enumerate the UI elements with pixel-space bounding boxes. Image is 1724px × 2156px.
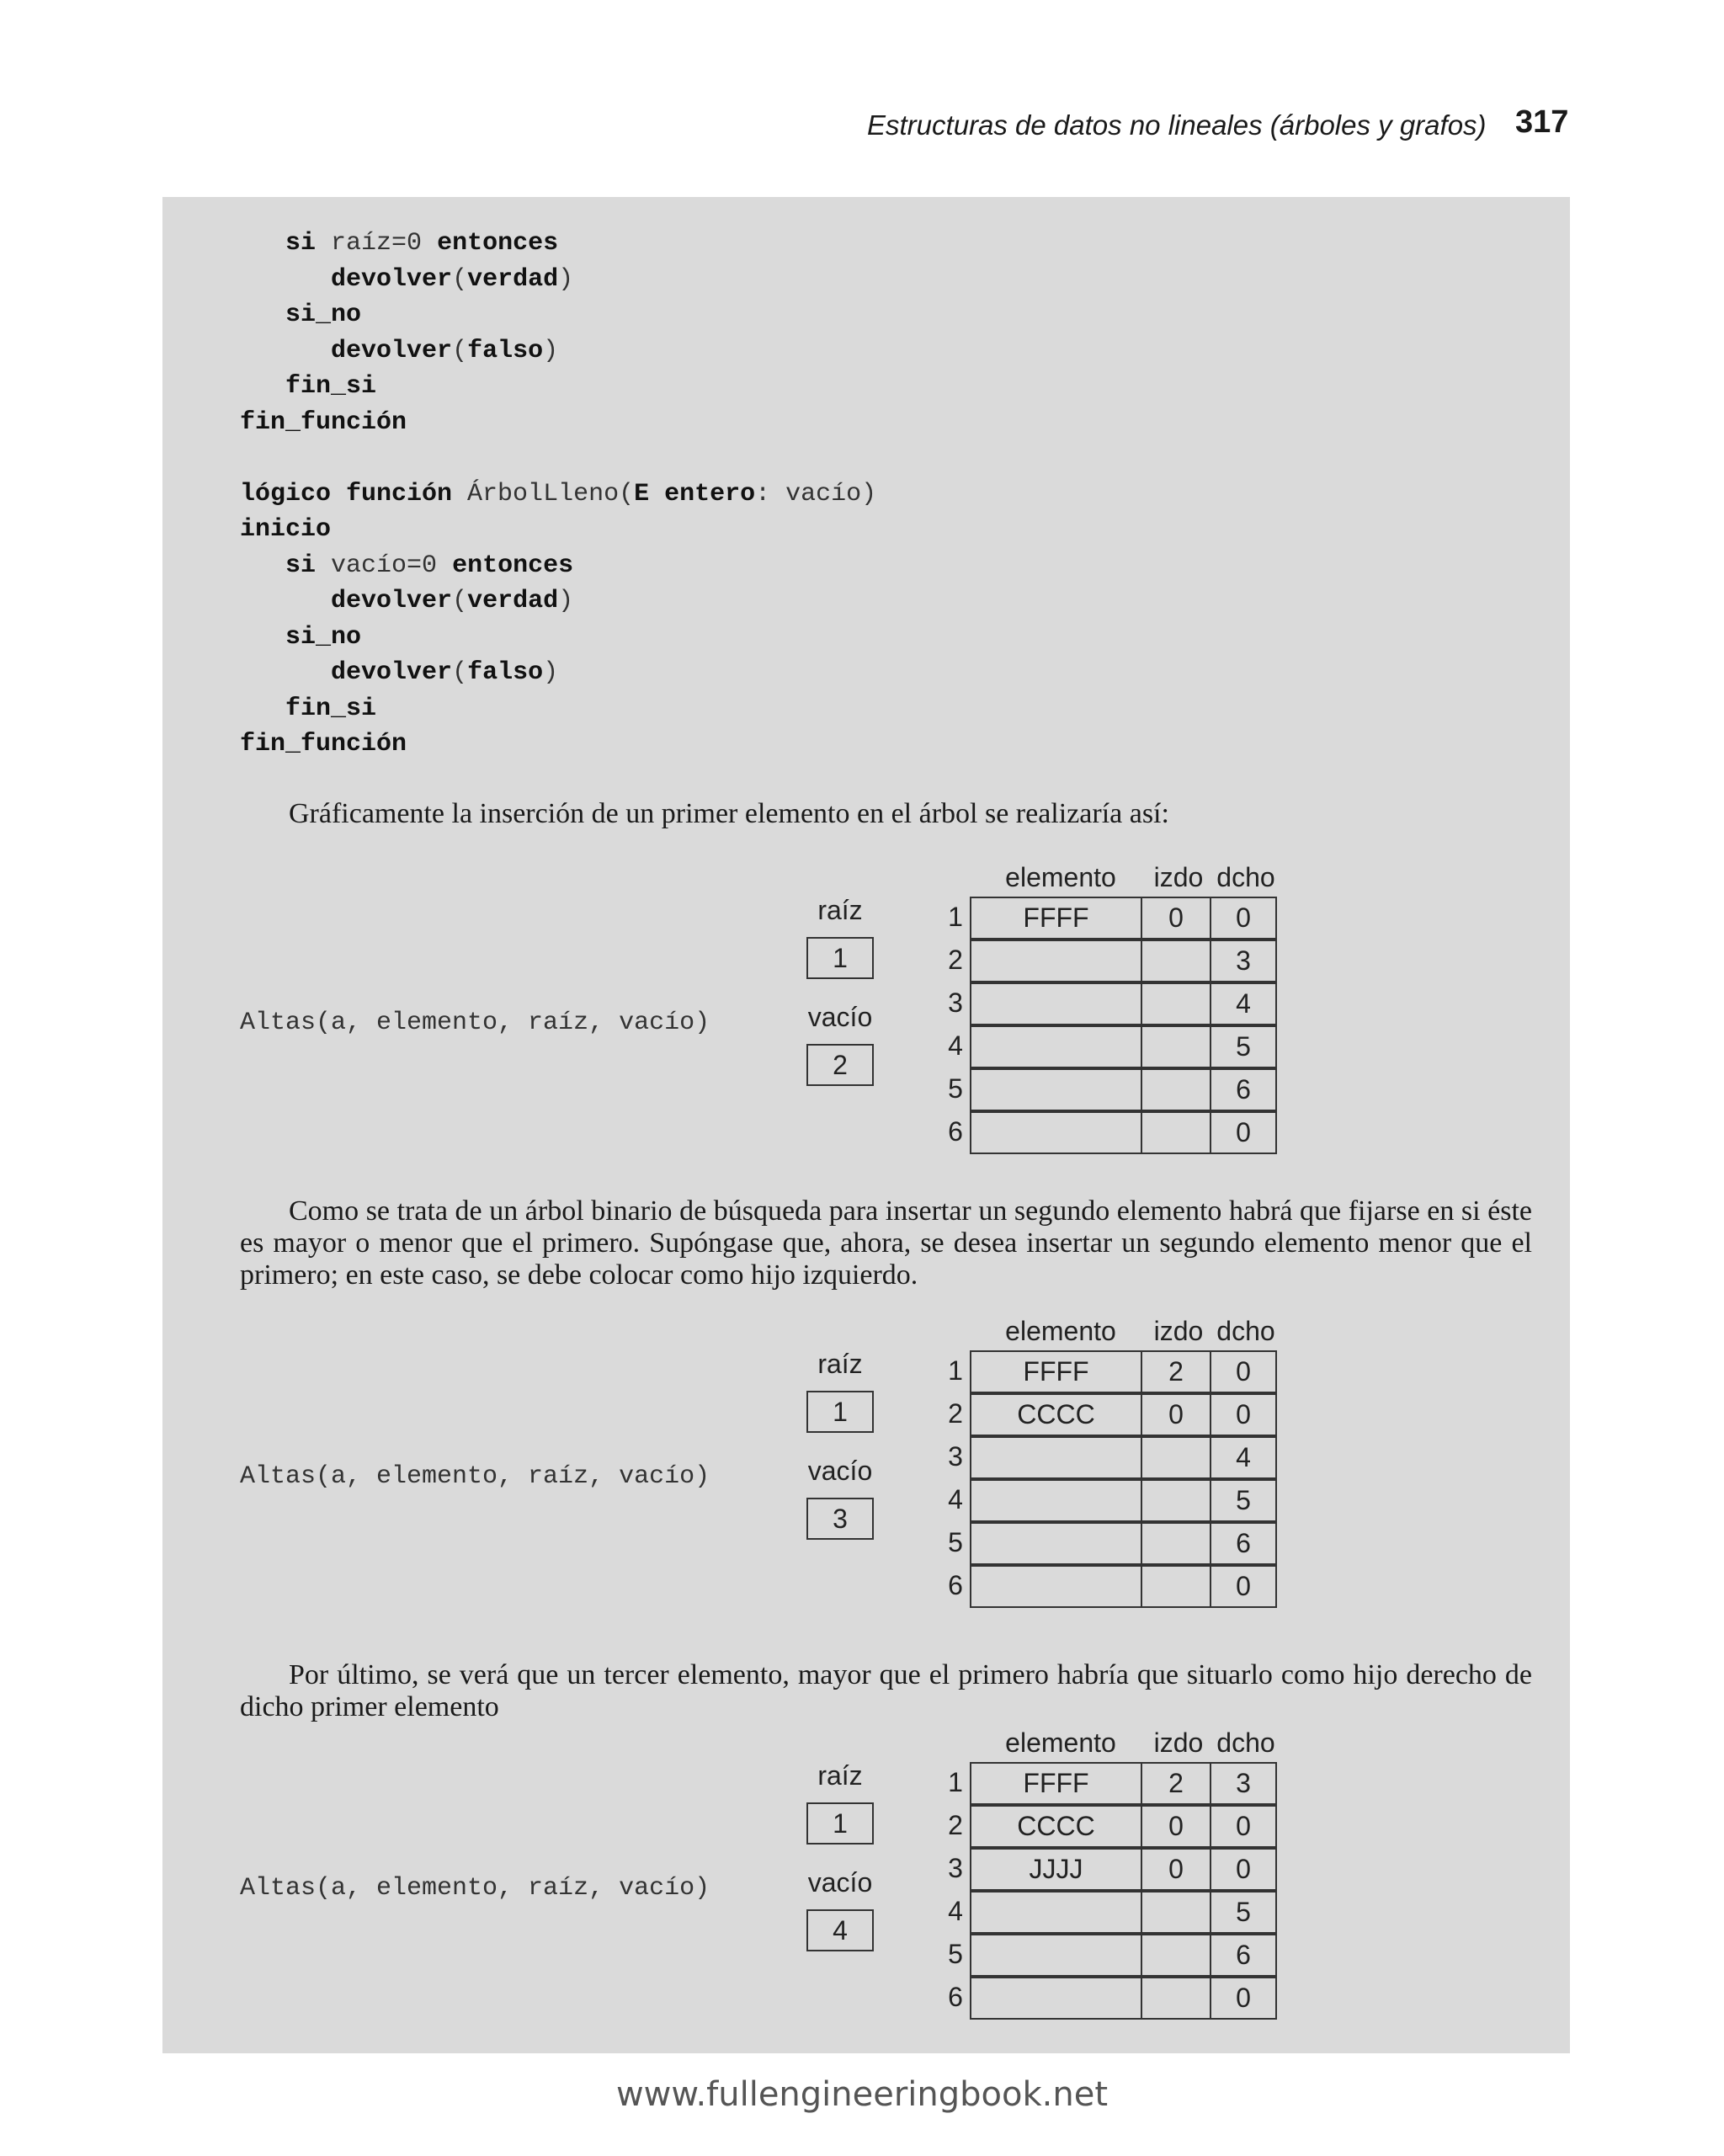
row-number: 6 — [948, 1570, 963, 1600]
code-text — [240, 337, 331, 365]
cell-izdo — [1141, 1977, 1211, 2020]
cell-izdo: 0 — [1141, 1805, 1211, 1848]
code-text: ( — [452, 264, 468, 294]
paragraph-3: Por último, se verá que un tercer elemento, mayor que el primero habría que situarlo como hijo derecho de dicho primer elemento — [240, 1659, 1532, 1722]
row-number: 4 — [948, 1896, 963, 1926]
code-keyword: verdad — [467, 587, 559, 615]
column-header: dcho — [1216, 1316, 1275, 1346]
code-text: ( — [452, 336, 468, 365]
cell-izdo — [1141, 1479, 1211, 1522]
code-keyword: si_no — [285, 622, 362, 652]
code-keyword: si — [285, 551, 317, 580]
page-number: 317 — [1515, 104, 1569, 140]
code-keyword: fin_si — [285, 372, 377, 401]
column-header: elemento — [1005, 1727, 1116, 1758]
code-line — [240, 512, 876, 548]
cell-dcho: 0 — [1210, 1848, 1277, 1891]
cell-izdo — [1141, 1436, 1211, 1479]
row-number: 2 — [948, 1810, 963, 1840]
cell-elemento — [970, 982, 1142, 1025]
code-text: ) — [543, 336, 559, 365]
code-keyword: si_no — [285, 301, 362, 329]
cell-izdo — [1141, 1934, 1211, 1977]
cell-dcho: 0 — [1210, 1393, 1277, 1436]
pseudocode-block — [240, 226, 876, 763]
cell-dcho: 5 — [1210, 1891, 1277, 1934]
row-number: 3 — [948, 1441, 963, 1472]
raiz-box: 1 — [806, 1391, 874, 1433]
code-line — [240, 548, 876, 584]
cell-dcho: 6 — [1210, 1522, 1277, 1565]
row-number: 5 — [948, 1073, 963, 1104]
cell-izdo — [1141, 1068, 1211, 1111]
running-head: Estructuras de datos no lineales (árboles y grafos) — [867, 109, 1487, 141]
cell-dcho: 0 — [1210, 1977, 1277, 2020]
column-header: izdo — [1153, 1727, 1204, 1758]
code-line — [240, 727, 876, 763]
code-keyword: entonces — [437, 229, 559, 258]
code-line — [240, 405, 876, 441]
code-line — [240, 691, 876, 727]
cell-elemento — [970, 1977, 1142, 2020]
code-text: vacío=0 — [316, 551, 453, 580]
code-keyword: si — [285, 229, 317, 258]
code-text: raíz=0 — [316, 229, 438, 258]
cell-izdo: 2 — [1141, 1350, 1211, 1393]
raiz-label: raíz — [817, 895, 863, 925]
cell-elemento — [970, 1479, 1142, 1522]
raiz-label: raíz — [817, 1349, 863, 1379]
code-line — [240, 620, 876, 656]
cell-elemento: CCCC — [970, 1805, 1142, 1848]
column-header: dcho — [1216, 862, 1275, 892]
cell-dcho: 0 — [1210, 1805, 1277, 1848]
code-keyword: devolver — [331, 587, 453, 615]
cell-dcho: 0 — [1210, 1111, 1277, 1154]
row-number: 5 — [948, 1939, 963, 1969]
cell-dcho: 6 — [1210, 1934, 1277, 1977]
vacio-label: vacío — [807, 1002, 873, 1032]
cell-dcho: 5 — [1210, 1479, 1277, 1522]
cell-dcho: 0 — [1210, 1565, 1277, 1608]
cell-izdo — [1141, 1025, 1211, 1068]
cell-dcho: 3 — [1210, 940, 1277, 982]
code-text: ( — [452, 587, 468, 615]
vacio-box: 2 — [806, 1044, 874, 1086]
code-text — [240, 695, 285, 723]
code-keyword: fin_función — [240, 407, 407, 437]
code-text — [240, 587, 331, 615]
code-text — [240, 372, 285, 401]
row-number: 3 — [948, 988, 963, 1018]
code-line — [240, 369, 876, 405]
row-number: 1 — [948, 902, 963, 932]
code-line — [240, 333, 876, 370]
row-number: 2 — [948, 945, 963, 975]
cell-elemento: CCCC — [970, 1393, 1142, 1436]
row-number: 4 — [948, 1030, 963, 1061]
row-number: 6 — [948, 1116, 963, 1147]
code-line — [240, 226, 876, 262]
vacio-box: 3 — [806, 1498, 874, 1540]
cell-izdo — [1141, 940, 1211, 982]
code-text — [240, 623, 285, 652]
vacio-label: vacío — [807, 1867, 873, 1898]
cell-dcho: 4 — [1210, 982, 1277, 1025]
code-text — [240, 551, 285, 580]
code-keyword: falso — [467, 658, 544, 687]
code-keyword: entonces — [452, 551, 574, 580]
code-keyword: inicio — [240, 515, 332, 544]
cell-elemento — [970, 940, 1142, 982]
cell-elemento — [970, 1111, 1142, 1154]
vacio-box: 4 — [806, 1909, 874, 1951]
code-line — [240, 476, 876, 513]
cell-elemento: FFFF — [970, 1350, 1142, 1393]
code-text — [240, 265, 331, 294]
function-call: Altas(a, elemento, raíz, vacío) — [240, 1462, 710, 1491]
code-line — [240, 655, 876, 691]
code-keyword: fin_función — [240, 730, 407, 759]
code-keyword: lógico función — [240, 479, 453, 508]
code-keyword: falso — [467, 336, 544, 365]
cell-elemento — [970, 1891, 1142, 1934]
code-line — [240, 297, 876, 333]
code-text: ( — [452, 658, 468, 687]
code-text: ) — [558, 264, 574, 294]
row-number: 2 — [948, 1398, 963, 1429]
code-text: ) — [543, 658, 559, 687]
cell-dcho: 3 — [1210, 1762, 1277, 1805]
raiz-box: 1 — [806, 1802, 874, 1845]
code-text — [240, 301, 285, 329]
row-number: 4 — [948, 1484, 963, 1515]
cell-izdo: 0 — [1141, 1848, 1211, 1891]
cell-dcho: 0 — [1210, 897, 1277, 940]
cell-elemento — [970, 1068, 1142, 1111]
code-line — [240, 440, 876, 476]
vacio-label: vacío — [807, 1456, 873, 1486]
cell-izdo: 0 — [1141, 897, 1211, 940]
cell-izdo — [1141, 1111, 1211, 1154]
cell-dcho: 5 — [1210, 1025, 1277, 1068]
column-header: izdo — [1153, 862, 1204, 892]
cell-izdo — [1141, 982, 1211, 1025]
paragraph-2: Como se trata de un árbol binario de búsqueda para insertar un segundo elemento habrá que fijarse en si éste es mayor o menor que el primero. Supóngase que, ahora, se desea insertar un segundo elemento menor que el primero; en este caso, se debe colocar como hijo izquierdo. — [240, 1195, 1532, 1291]
row-number: 3 — [948, 1853, 963, 1883]
code-keyword: devolver — [331, 264, 453, 294]
cell-dcho: 0 — [1210, 1350, 1277, 1393]
code-text — [240, 229, 285, 258]
function-call: Altas(a, elemento, raíz, vacío) — [240, 1009, 710, 1037]
column-header: elemento — [1005, 1316, 1116, 1346]
cell-izdo — [1141, 1891, 1211, 1934]
column-header: elemento — [1005, 862, 1116, 892]
cell-izdo — [1141, 1522, 1211, 1565]
code-text: ) — [558, 587, 574, 615]
code-keyword: devolver — [331, 658, 453, 687]
code-line — [240, 262, 876, 298]
cell-elemento — [970, 1522, 1142, 1565]
cell-izdo: 2 — [1141, 1762, 1211, 1805]
paragraph-1: Gráficamente la inserción de un primer elemento en el árbol se realizaría así: — [289, 798, 1169, 829]
code-keyword: fin_si — [285, 694, 377, 723]
code-text — [240, 658, 331, 687]
code-keyword: E entero — [634, 479, 756, 508]
cell-elemento — [970, 1436, 1142, 1479]
row-number: 5 — [948, 1527, 963, 1557]
footer-url: www.fullengineeringbook.net — [615, 2075, 1109, 2114]
cell-elemento — [970, 1565, 1142, 1608]
row-number: 1 — [948, 1767, 963, 1797]
code-line — [240, 583, 876, 620]
row-number: 1 — [948, 1355, 963, 1386]
cell-elemento: FFFF — [970, 897, 1142, 940]
cell-dcho: 4 — [1210, 1436, 1277, 1479]
cell-elemento: JJJJ — [970, 1848, 1142, 1891]
code-text: ÁrbolLleno( — [452, 479, 635, 508]
function-call: Altas(a, elemento, raíz, vacío) — [240, 1874, 710, 1903]
row-number: 6 — [948, 1982, 963, 2012]
code-text: : vacío) — [755, 479, 877, 508]
raiz-label: raíz — [817, 1760, 863, 1791]
code-keyword: verdad — [467, 264, 559, 294]
column-header: izdo — [1153, 1316, 1204, 1346]
cell-elemento — [970, 1934, 1142, 1977]
code-keyword: devolver — [331, 336, 453, 365]
cell-elemento — [970, 1025, 1142, 1068]
cell-dcho: 6 — [1210, 1068, 1277, 1111]
raiz-box: 1 — [806, 937, 874, 979]
cell-izdo: 0 — [1141, 1393, 1211, 1436]
cell-elemento: FFFF — [970, 1762, 1142, 1805]
cell-izdo — [1141, 1565, 1211, 1608]
column-header: dcho — [1216, 1727, 1275, 1758]
